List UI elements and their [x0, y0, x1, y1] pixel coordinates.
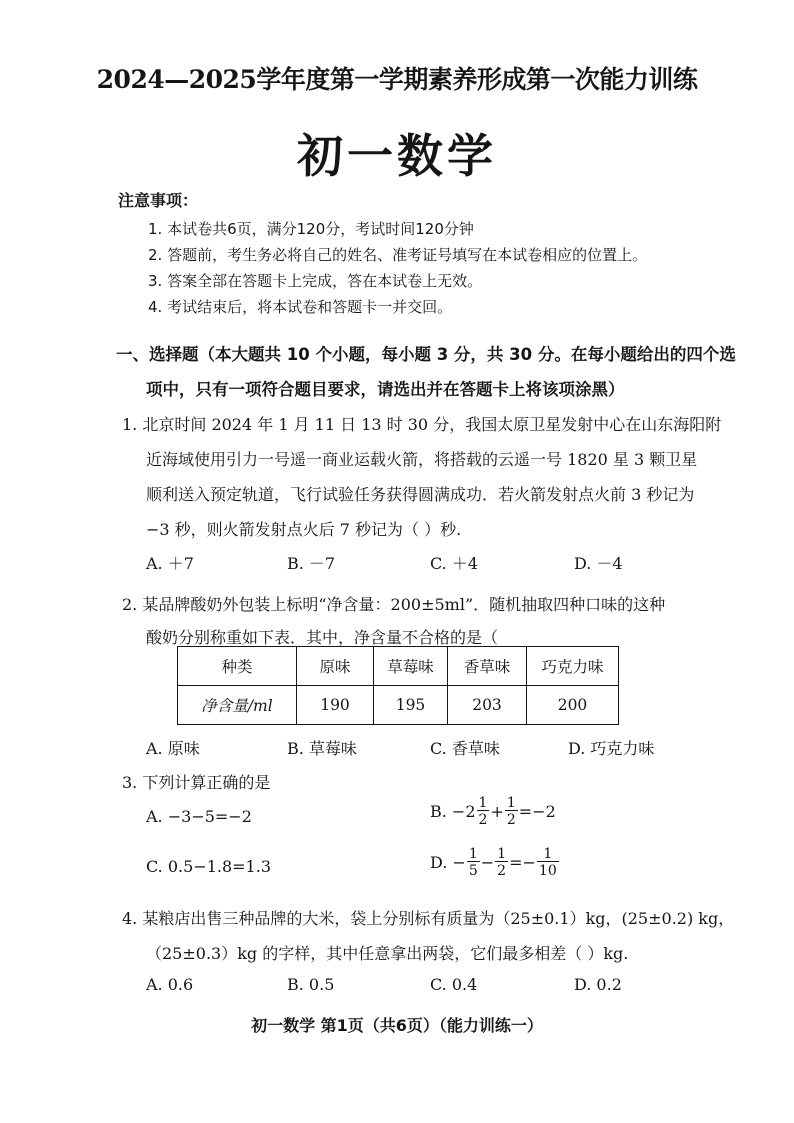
- q3-option-d-fraction-3: [537, 847, 559, 878]
- q4-option-a: A. 0.6: [146, 975, 194, 994]
- q2-option-d: D. 巧克力味: [568, 739, 655, 758]
- table-cell: 195: [374, 686, 448, 725]
- table-row-label: 净含量/ml: [178, 686, 297, 725]
- table-header-cell: 香草味: [448, 647, 527, 686]
- q1-option-b: B. －7: [287, 554, 336, 573]
- section-heading-line2: 项中，只有一项符合题目要求，请选出并在答题卡上将该项涂黑）: [146, 380, 625, 399]
- subject-title: 初一数学: [297, 129, 497, 183]
- q1-option-a: A. ＋7: [146, 554, 194, 573]
- section-heading-line1: 一、选择题（本大题共 10 个小题，每小题 3 分，共 30 分。在每小题给出的四个选: [116, 345, 736, 364]
- exam-title: 2024—2025学年度第一学期素养形成第一次能力训练: [96, 65, 698, 94]
- q3-option-d: [430, 847, 560, 878]
- notes-heading: 注意事项：: [118, 191, 199, 210]
- fraction-denominator: 5: [468, 863, 478, 879]
- q3-option-b-plus: +: [490, 802, 504, 821]
- q3-option-b-fraction-2: [505, 796, 518, 827]
- q2-line: 2. 某品牌酸奶外包装上标明“净含量：200±5ml”．随机抽取四种口味的这种: [122, 595, 666, 614]
- q1-line: 顺利送入预定轨道，飞行试验任务获得圆满成功．若火箭发射点火前 3 秒记为: [146, 485, 695, 504]
- q3-option-b-suffix: =−2: [518, 802, 556, 821]
- q4-line: （25±0.3）kg 的字样，其中任意拿出两袋，它们最多相差（ ）kg.: [146, 944, 629, 963]
- q3-stem: 3. 下列计算正确的是: [122, 773, 271, 792]
- net-content-table: [177, 646, 619, 725]
- q3-option-d-equals: =−: [509, 853, 536, 872]
- table-header-row: [178, 647, 619, 686]
- table-row: [178, 686, 619, 725]
- q3-option-d-prefix: D. −: [430, 853, 466, 872]
- q1-option-d: D. －4: [574, 554, 623, 573]
- q3-option-c: C. 0.5−1.8=1.3: [146, 857, 271, 876]
- table-cell: 200: [527, 686, 619, 725]
- q3-option-a: A. −3−5=−2: [146, 807, 252, 826]
- q4-option-d: D. 0.2: [574, 975, 622, 994]
- q1-line: 1. 北京时间 2024 年 1 月 11 日 13 时 30 分，我国太原卫星发射中心在山东海阳附: [122, 415, 722, 434]
- q3-option-b: [430, 796, 556, 827]
- q1-option-c: C. ＋4: [430, 554, 479, 573]
- q2-option-b: B. 草莓味: [287, 739, 357, 758]
- table-cell: 190: [297, 686, 374, 725]
- table-header-cell: 原味: [297, 647, 374, 686]
- table-header-cell: 草莓味: [374, 647, 448, 686]
- q4-line: 4. 某粮店出售三种品牌的大米，袋上分别标有质量为（25±0.1）kg，(25±0.2) kg，: [122, 909, 735, 928]
- q3-option-d-fraction-1: [467, 847, 480, 878]
- table-header-cell: 巧克力味: [527, 647, 619, 686]
- fraction-numerator: 1: [497, 846, 507, 862]
- q2-line: 酸奶分别称重如下表．其中，净含量不合格的是（: [146, 628, 499, 647]
- fraction-denominator: 10: [538, 863, 557, 879]
- fraction-denominator: 2: [478, 812, 488, 828]
- fraction-denominator: 2: [506, 812, 516, 828]
- note-item: 3. 答案全部在答题卡上完成，答在本试卷上无效。: [148, 272, 483, 290]
- q3-option-d-minus: −: [480, 853, 495, 872]
- fraction-numerator: 1: [506, 795, 516, 811]
- table-header-cell: 种类: [178, 647, 297, 686]
- fraction-denominator: 2: [497, 863, 507, 879]
- q2-option-c: C. 香草味: [430, 739, 500, 758]
- note-item: 1. 本试卷共6页，满分120分，考试时间120分钟: [148, 220, 474, 238]
- fraction-numerator: 1: [478, 795, 488, 811]
- table-cell: 203: [448, 686, 527, 725]
- q3-option-d-fraction-2: [495, 847, 508, 878]
- note-item: 4. 考试结束后，将本试卷和答题卡一并交回。: [148, 298, 453, 316]
- page-footer: 初一数学 第1页（共6页）（能力训练一）: [251, 1016, 543, 1035]
- fraction-numerator: 1: [537, 847, 559, 862]
- note-item: 2. 答题前，考生务必将自己的姓名、准考证号填写在本试卷相应的位置上。: [148, 246, 648, 264]
- q4-option-c: C. 0.4: [430, 975, 478, 994]
- q1-line: 近海域使用引力一号遥一商业运载火箭，将搭载的云遥一号 1820 星 3 颗卫星: [146, 450, 698, 469]
- q2-option-a: A. 原味: [146, 739, 200, 758]
- fraction-numerator: 1: [468, 846, 478, 862]
- q4-option-b: B. 0.5: [287, 975, 335, 994]
- q1-line: −3 秒，则火箭发射点火后 7 秒记为（ ）秒.: [146, 520, 462, 539]
- q3-option-b-prefix: B. −2: [430, 802, 476, 821]
- q3-option-b-fraction-1: [477, 796, 490, 827]
